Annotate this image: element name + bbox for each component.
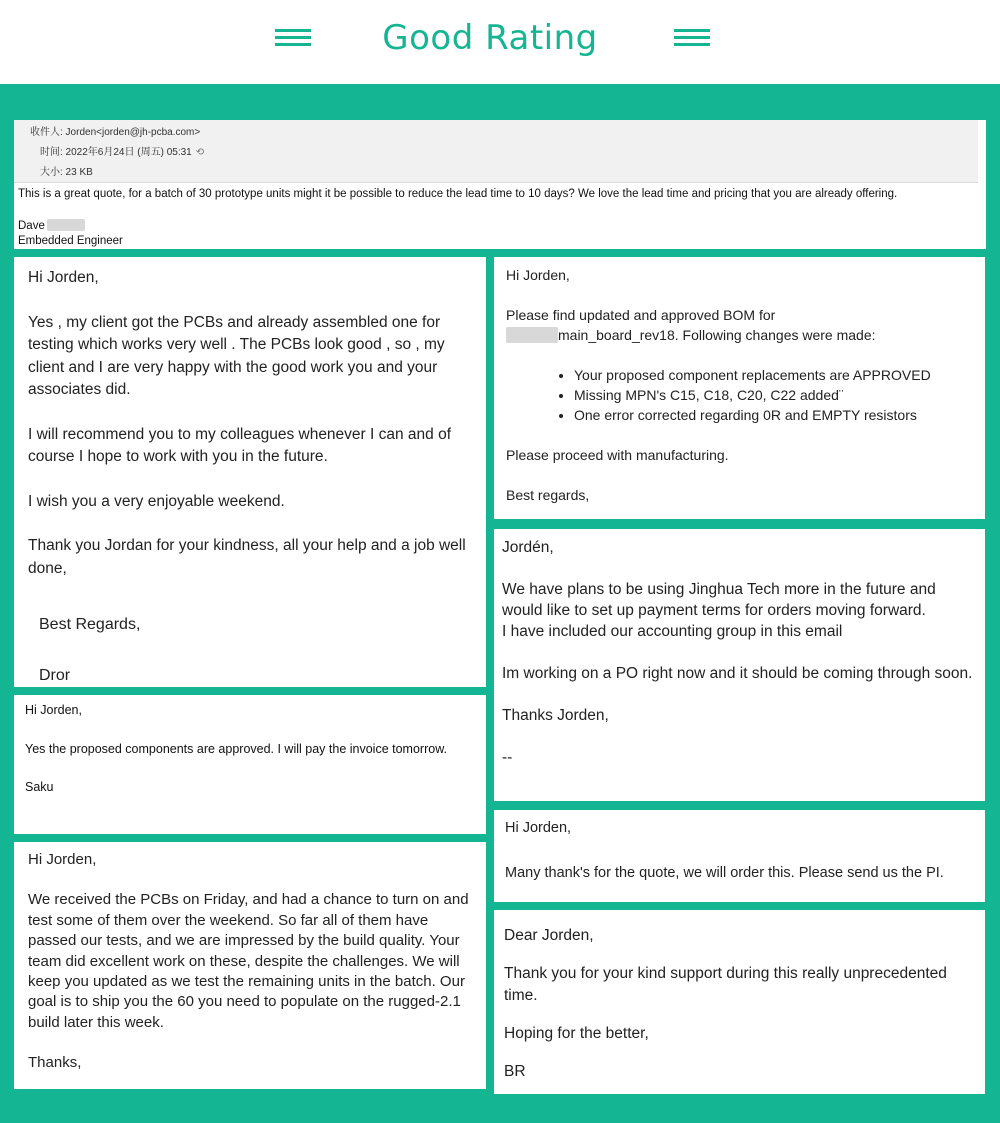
sender-name: Dave (18, 220, 45, 232)
sender-title: Embedded Engineer (18, 235, 123, 247)
email-meta (14, 120, 978, 183)
paragraph: I have included our accounting group in this email (502, 623, 843, 640)
page-header (0, 0, 1000, 84)
page-title: Good Rating (382, 18, 598, 58)
message-card-rugged (14, 842, 486, 1089)
menu-lines-right-icon (674, 29, 710, 47)
message-card-jinghua (494, 529, 985, 801)
greeting: Hi Jorden, (506, 267, 570, 283)
message-card-br (494, 910, 985, 1094)
email-recipient: 收件人: Jorden<jorden@jh-pcba.com> (30, 127, 201, 138)
greeting: Dear Jorden, (504, 927, 594, 944)
paragraph: Yes the proposed components are approved. I will pay the invoice tomorrow. (25, 741, 448, 756)
paragraph: Im working on a PO right now and it should be coming through soon. (502, 665, 973, 682)
closing: Best regards, (506, 487, 590, 503)
email-signature (18, 219, 123, 249)
paragraph: We have plans to be using Jinghua Tech more in the future and would like to set up payment terms for orders moving forward. (502, 581, 936, 619)
list-item: • Missing MPN's C15, C18, C20, C22 added¨ (574, 385, 973, 405)
closing: Thanks Jorden, (502, 707, 609, 724)
signature-name: Dror (39, 666, 71, 684)
email-time: 时间: 2022年6月24日 (周五) 05:31 (40, 147, 192, 158)
message-card-saku (14, 695, 486, 834)
paragraph: Many thank's for the quote, we will order this. Please send us the PI. (505, 865, 944, 881)
menu-lines-left-icon (275, 29, 311, 47)
board-line (506, 325, 973, 345)
closing: Best Regards, (39, 616, 141, 633)
signature-name: BR (504, 1063, 526, 1080)
list-item: • One error corrected regarding 0R and EMPTY resistors (574, 405, 973, 425)
paragraph: Yes , my client got the PCBs and already assembled one for testing which works very well . The PCBs look good , so , my client and I are very happy with the good work you and your associates did. (28, 313, 445, 398)
greeting: Hi Jorden, (28, 269, 99, 286)
paragraph: I wish you a very enjoyable weekend. (28, 492, 285, 510)
email-body: This is a great quote, for a batch of 30 prototype units might it be possible to reduce the lead time to 10 days? We love the lead time and pricing that you are already offering. (18, 188, 898, 200)
history-icon: ⟲ (195, 147, 205, 158)
changes-list (506, 365, 973, 425)
message-card-bom (494, 257, 985, 519)
paragraph: Thank you for your kind support during this really unprecedented time. (504, 965, 947, 1004)
greeting: Hi Jorden, (28, 851, 97, 868)
redacted-block (506, 327, 558, 343)
closing: Thanks, (28, 1054, 82, 1072)
email-size: 大小: 23 KB (40, 167, 93, 178)
greeting: Jordén, (502, 539, 554, 556)
message-card-dror (14, 257, 486, 687)
paragraph: main_board_rev18. Following changes were made: (558, 327, 876, 343)
signature-separator: -- (502, 749, 513, 766)
paragraph: Thank you Jordan for your kindness, all your help and a job well done, (28, 537, 466, 577)
paragraph: We received the PCBs on Friday, and had a chance to turn on and test some of them over the weekend. So far all of them have passed our tests, and we are impressed by the build quality. Your team did excellent work on these, despite the challenges. We will keep you updated as we test the remaining units in the batch. Our goal is to ship you the 60 you need to populate on the rugged-2.1 build later this week. (28, 891, 469, 1031)
signature-name: Saku (25, 780, 54, 794)
email-time-row (40, 143, 204, 158)
message-card-pi (494, 810, 985, 902)
greeting: Hi Jorden, (25, 703, 82, 717)
paragraph: I will recommend you to my colleagues whenever I can and of course I hope to work with you in the future. (28, 425, 452, 465)
paragraph: Hoping for the better, (504, 1025, 649, 1042)
paragraph: Please proceed with manufacturing. (506, 447, 729, 463)
greeting: Hi Jorden, (505, 820, 572, 836)
list-item: • Your proposed component replacements are APPROVED (574, 365, 973, 385)
email-header-card (14, 120, 986, 249)
paragraph: Please find updated and approved BOM for (506, 307, 776, 323)
redacted-block (47, 219, 85, 231)
